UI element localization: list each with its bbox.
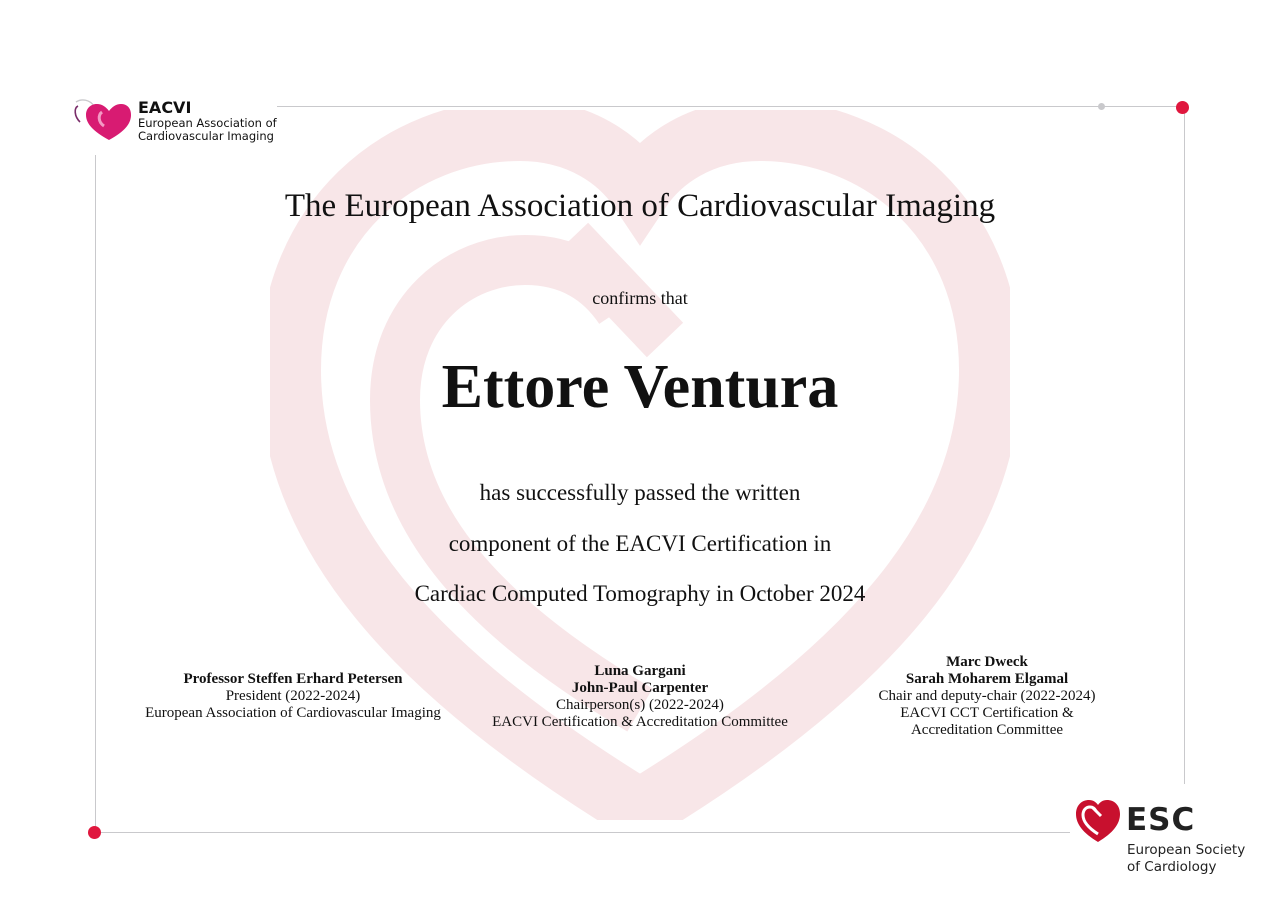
recipient-name: Ettore Ventura bbox=[441, 353, 839, 421]
frame-bottom-left-dot bbox=[88, 826, 101, 839]
signatory-name: Marc Dweck bbox=[946, 654, 1028, 670]
signatory-name: Luna Gargani bbox=[594, 663, 686, 679]
signatory-org: Accreditation Committee bbox=[910, 722, 1064, 738]
signatory-org: EACVI CCT Certification & bbox=[900, 705, 1074, 721]
signatory-role: Chair and deputy-chair (2022-2024) bbox=[878, 688, 1096, 704]
esc-name-line1: European Society bbox=[1127, 842, 1246, 858]
signatory-role: President (2022-2024) bbox=[225, 688, 361, 704]
achievement-line-3: Cardiac Computed Tomography in October 2024 bbox=[414, 581, 866, 606]
signatory-cct-committee bbox=[857, 654, 1117, 739]
signatory-name: Professor Steffen Erhard Petersen bbox=[183, 671, 403, 687]
signatory-org: European Association of Cardiovascular Imaging bbox=[145, 705, 441, 721]
signatory-role: Chairperson(s) (2022-2024) bbox=[556, 697, 724, 713]
esc-logo bbox=[1074, 798, 1264, 880]
eacvi-acronym: EACVI bbox=[138, 98, 192, 117]
signatory-name: Sarah Moharem Elgamal bbox=[905, 671, 1069, 687]
esc-name-line2: of Cardiology bbox=[1127, 859, 1217, 875]
achievement-line-2: component of the EACVI Certification in bbox=[448, 531, 832, 556]
signatory-chairpersons bbox=[470, 663, 810, 731]
frame-top-line bbox=[277, 106, 1183, 107]
esc-acronym: ESC bbox=[1126, 802, 1196, 838]
signatory-org: EACVI Certification & Accreditation Committee bbox=[492, 714, 788, 730]
achievement-line-1: has successfully passed the written bbox=[479, 480, 801, 505]
frame-top-right-dot bbox=[1176, 101, 1189, 114]
signatory-name: John-Paul Carpenter bbox=[571, 680, 709, 696]
confirms-text: confirms that bbox=[592, 288, 688, 308]
eacvi-logo bbox=[72, 98, 282, 144]
frame-bottom-line bbox=[95, 832, 1070, 833]
signatory-president bbox=[133, 671, 453, 722]
eacvi-name-line1: European Association of bbox=[138, 116, 277, 130]
eacvi-name-line2: Cardiovascular Imaging bbox=[138, 129, 274, 143]
organization-title: The European Association of Cardiovascular Imaging bbox=[284, 188, 996, 224]
esc-heart-icon bbox=[1074, 798, 1122, 844]
frame-small-dot bbox=[1098, 103, 1105, 110]
eacvi-heart-icon bbox=[72, 98, 134, 142]
